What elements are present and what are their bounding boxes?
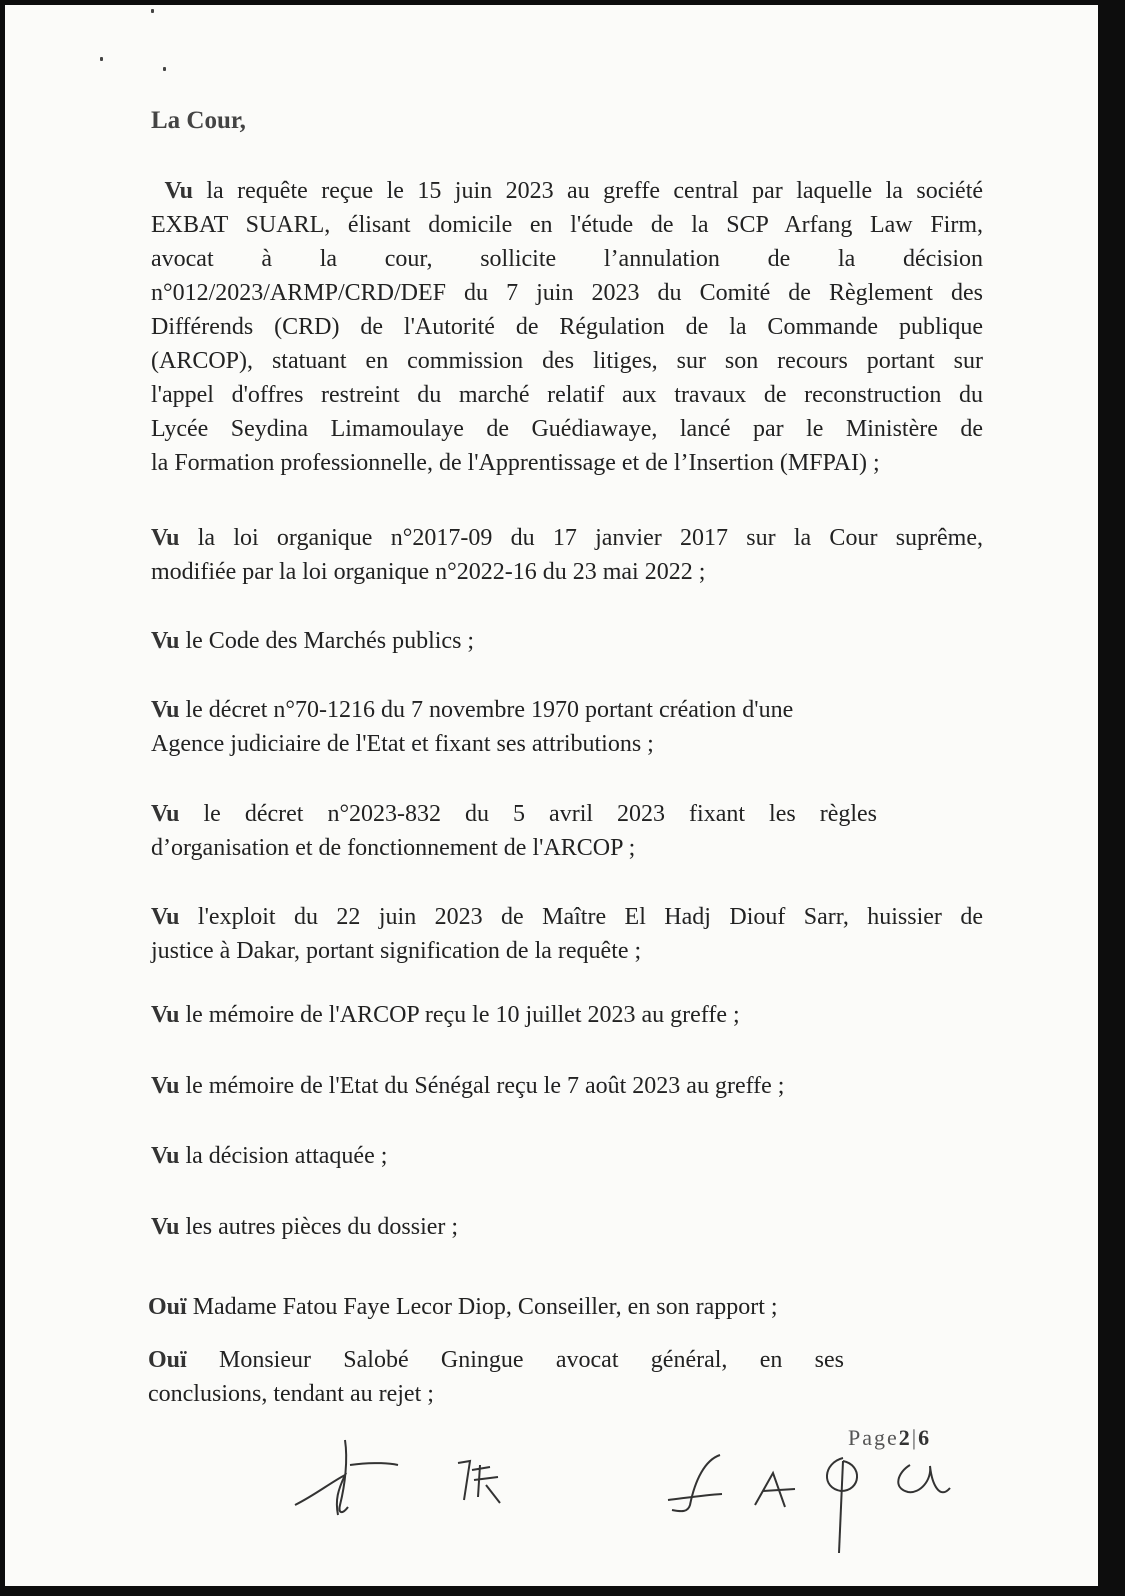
paragraph-decret-2023 (151, 797, 877, 865)
heading: La Cour, (151, 107, 246, 134)
paragraph-lead: Vu (151, 628, 180, 654)
paragraph-line: modifiée par la loi organique n°2022-16 du 23 mai 2022 ; (151, 559, 706, 585)
paragraph-line: le mémoire de l'ARCOP reçu le 10 juillet 2023 au greffe ; (185, 1002, 740, 1028)
signature-initial (813, 1453, 873, 1563)
paragraph-line: Agence judiciaire de l'Etat et fixant ses attributions ; (151, 731, 654, 757)
paragraph-line: Vu l'exploit du 22 juin 2023 de Maître El Hadj Diouf Sarr, huissier de (151, 904, 984, 930)
paragraph-lead: Vu (164, 178, 193, 204)
signature-initial (290, 1435, 400, 1525)
paragraph-line: Vu la requête reçue le 15 juin 2023 au greffe central par laquelle la société (164, 178, 984, 204)
page-total: 6 (918, 1425, 932, 1450)
signature-initial (660, 1450, 755, 1520)
paragraph-line: EXBAT SUARL, élisant domicile en l'étude de la SCP Arfang Law Firm, (151, 212, 983, 238)
paragraph-line: Ouï Monsieur Salobé Gningue avocat général, en ses (148, 1347, 844, 1373)
paragraph-exploit (151, 900, 983, 968)
paragraph-lead: Ouï (148, 1294, 187, 1320)
paragraph-line: les autres pièces du dossier ; (185, 1214, 459, 1240)
paragraph-code-marches (151, 624, 474, 658)
paragraph-line: avocat à la cour, sollicite l’annulation de la décision (151, 246, 983, 272)
paragraph-lead: Vu (151, 904, 180, 930)
paragraph-line: Vu le décret n°2023-832 du 5 avril 2023 fixant les règles (151, 801, 878, 827)
signature-initial (745, 1465, 805, 1515)
page-separator: | (911, 1425, 919, 1450)
page-current: 2 (898, 1425, 912, 1450)
paragraph-lead: Vu (151, 697, 180, 723)
paragraph-line: la Formation professionnelle, de l'Apprentissage et de l’Insertion (MFPAI) ; (151, 450, 880, 476)
paragraph-line: n°012/2023/ARMP/CRD/DEF du 7 juin 2023 du Comité de Règlement des (151, 280, 983, 306)
paragraph-line: (ARCOP), statuant en commission des litiges, sur son recours portant sur (151, 348, 983, 374)
paragraph-autres-pieces (151, 1210, 458, 1244)
signature-initial (450, 1455, 510, 1510)
paragraph-lead: Vu (151, 1143, 180, 1169)
paragraph-line: conclusions, tendant au rejet ; (148, 1381, 434, 1407)
paragraph-line: Vu le décret n°70-1216 du 7 novembre 1970 portant création d'une (151, 697, 794, 723)
paragraph-line: Différends (CRD) de l'Autorité de Régulation de la Commande publique (151, 314, 983, 340)
paragraph-line: Lycée Seydina Limamoulaye de Guédiawaye, lancé par le Ministère de (151, 416, 983, 442)
paragraph-line: l'appel d'offres restreint du marché relatif aux travaux de reconstruction du (151, 382, 983, 408)
paragraph-memoire-arcop (151, 998, 740, 1032)
paragraph-lead: Vu (151, 525, 180, 551)
paragraph-lead: Vu (151, 1073, 180, 1099)
paragraph-requete (151, 174, 983, 480)
paragraph-loi-organique (151, 521, 983, 589)
paragraph-conclusions (148, 1343, 844, 1411)
page-label: Page (848, 1425, 899, 1450)
paragraph-line: justice à Dakar, portant signification de la requête ; (151, 938, 642, 964)
paragraph-rapport (148, 1290, 778, 1324)
paragraph-lead: Vu (151, 1002, 180, 1028)
paragraph-line: Madame Fatou Faye Lecor Diop, Conseiller, en son rapport ; (192, 1294, 778, 1320)
paragraph-decret-1970 (151, 693, 793, 761)
paragraph-lead: Ouï (148, 1347, 187, 1373)
page-number (848, 1425, 931, 1451)
document-page (5, 5, 1098, 1586)
paragraph-line: Vu la loi organique n°2017-09 du 17 janvier 2017 sur la Cour suprême, (151, 525, 983, 551)
scan-speck (163, 67, 166, 71)
paragraph-memoire-etat (151, 1069, 784, 1103)
paragraph-line: d’organisation et de fonctionnement de l'ARCOP ; (151, 835, 636, 861)
scan-speck (100, 57, 103, 61)
paragraph-line: la décision attaquée ; (185, 1143, 388, 1169)
paragraph-lead: Vu (151, 1214, 180, 1240)
paragraph-decision-attaquee (151, 1139, 387, 1173)
paragraph-line: le Code des Marchés publics ; (185, 628, 475, 654)
signature-initial (880, 1460, 955, 1515)
scan-speck (151, 9, 154, 13)
paragraph-line: le mémoire de l'Etat du Sénégal reçu le 7 août 2023 au greffe ; (185, 1073, 785, 1099)
paragraph-lead: Vu (151, 801, 180, 827)
